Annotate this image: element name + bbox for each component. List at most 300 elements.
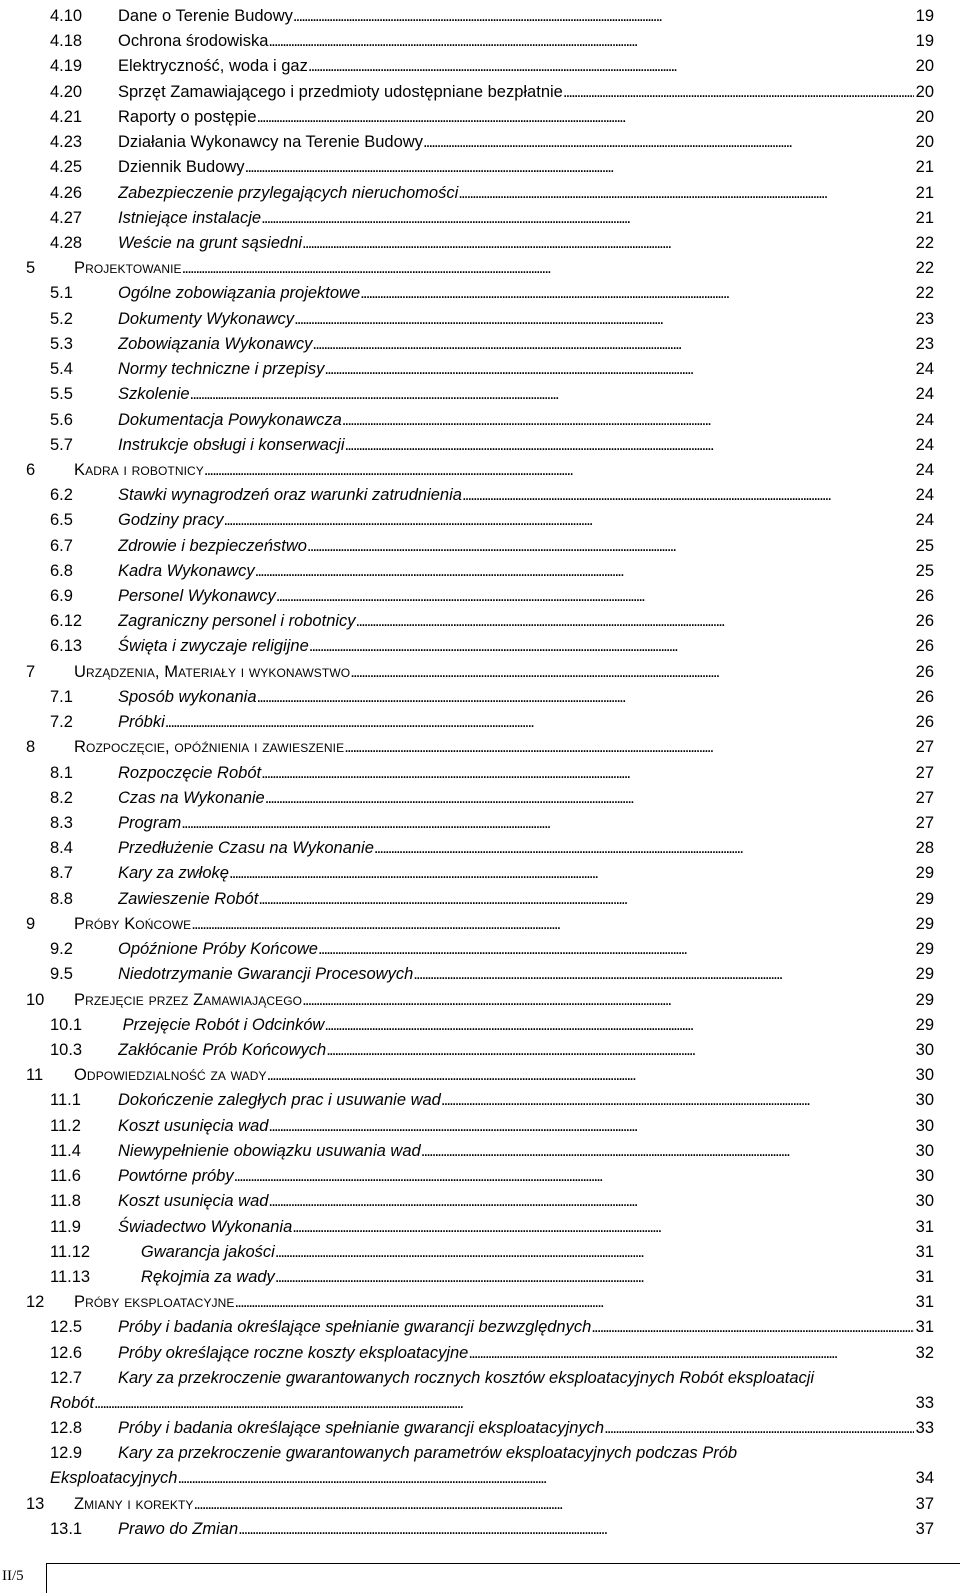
toc-entry-page: 21 (915, 208, 934, 227)
toc-section-entry[interactable] (0, 1139, 960, 1164)
toc-entry-page: 29 (915, 889, 934, 908)
dot-leader (194, 1492, 914, 1517)
toc-entry-page: 21 (915, 183, 934, 202)
toc-entry-title: Przejęcie Robót i Odcinków (118, 1015, 325, 1034)
toc-chapter-entry[interactable] (0, 458, 960, 483)
toc-entry-page: 19 (915, 7, 934, 25)
toc-entry-page: 20 (915, 107, 934, 126)
dot-leader (324, 357, 913, 382)
toc-section-entry[interactable] (0, 1215, 960, 1240)
toc-entry-number: 9 (26, 914, 36, 933)
toc-entry-number: 5.4 (50, 360, 73, 379)
toc-entry-title-line (118, 408, 934, 433)
toc-entry-title-line (74, 988, 934, 1013)
toc-entry-number: 5 (26, 259, 36, 278)
toc-entry-number: 8.4 (50, 839, 73, 858)
toc-entry-title: Ogólne zobowiązania projektowe (118, 284, 361, 303)
toc-entry-page: 30 (915, 1091, 934, 1110)
toc-entry-number: 5.3 (50, 334, 73, 353)
toc-chapter-entry[interactable] (0, 988, 960, 1013)
toc-entry-page: 20 (915, 57, 934, 76)
dot-leader (257, 105, 914, 130)
toc-entry-number: 13 (26, 1494, 45, 1513)
dot-leader (258, 887, 913, 912)
toc-section-entry[interactable] (0, 1013, 960, 1038)
toc-entry-number: 5.7 (50, 435, 73, 454)
toc-entry-title-line (118, 80, 934, 105)
toc-entry-page: 29 (915, 914, 934, 933)
toc-entry-title-line (118, 962, 934, 987)
toc-entry-number: 11.8 (50, 1192, 81, 1211)
toc-entry-title: Program (118, 814, 182, 832)
toc-entry-title-line (118, 1088, 934, 1113)
toc-entry-page: 25 (915, 536, 934, 555)
dot-leader (268, 1189, 913, 1214)
toc-entry-number: 7.1 (50, 687, 73, 706)
toc-entry-title: Urządzenia, Materiały i wykonawstwo (74, 662, 351, 681)
toc-section-entry[interactable] (0, 332, 960, 357)
toc-entry-title: Kary za zwłokę (118, 864, 229, 883)
toc-entry-title: Działania Wykonawcy na Terenie Budowy (118, 133, 423, 152)
toc-section-entry[interactable] (0, 1088, 960, 1113)
toc-entry-page: 26 (915, 687, 934, 706)
toc-entry-title: Weście na grunt sąsiedni (118, 233, 303, 252)
toc-section-entry[interactable] (0, 786, 960, 811)
toc-entry-title-line (74, 735, 934, 760)
toc-entry-page: 24 (915, 360, 934, 379)
toc-section-entry[interactable] (0, 433, 960, 458)
toc-entry-page: 20 (915, 82, 934, 101)
toc-section-entry[interactable] (0, 80, 960, 105)
toc-section-entry[interactable] (0, 4, 960, 29)
toc-entry-number: 6.9 (50, 587, 73, 606)
toc-entry-number: 12.5 (50, 1318, 83, 1337)
toc-chapter-entry[interactable] (0, 735, 960, 760)
toc-entry-page: 30 (915, 1116, 934, 1135)
dot-leader (302, 988, 914, 1013)
toc-entry-number: 10.3 (50, 1040, 83, 1059)
dot-leader (312, 332, 913, 357)
toc-section-entry[interactable] (0, 887, 960, 912)
toc-entry-number: 11.12 (50, 1242, 91, 1261)
toc-section-entry[interactable] (0, 1441, 960, 1491)
toc-entry-number: 11 (26, 1066, 44, 1085)
toc-entry-number: 6.5 (50, 511, 73, 530)
toc-entry-title: Zobowiązania Wykonawcy (118, 334, 313, 353)
toc-entry-page: 32 (915, 1343, 934, 1362)
dot-leader (190, 382, 914, 407)
toc-entry-page: 20 (915, 133, 934, 152)
toc-entry-title-line (118, 634, 934, 659)
toc-entry-title: Kadra Wykonawcy (118, 561, 255, 580)
dot-leader (191, 912, 913, 937)
toc-entry-page: 19 (915, 32, 934, 51)
dot-leader (165, 710, 914, 735)
toc-entry-page: 30 (915, 1167, 934, 1186)
toc-entry-number: 12.8 (50, 1419, 83, 1438)
toc-section-entry[interactable] (0, 836, 960, 861)
toc-section-entry[interactable] (0, 761, 960, 786)
toc-section-entry[interactable] (0, 811, 960, 836)
toc-entry-title-line (118, 1315, 934, 1340)
toc-entry-page: 24 (915, 385, 934, 404)
toc-entry-title-line (118, 861, 934, 886)
toc-entry-number: 8 (26, 738, 36, 757)
toc-entry-page: 27 (915, 763, 934, 782)
toc-entry-title: Rękojmia za wady (118, 1267, 275, 1286)
toc-entry-page: 24 (915, 511, 934, 530)
toc-entry-title: Dane o Terenie Budowy (118, 7, 293, 25)
toc-section-entry[interactable] (0, 685, 960, 710)
toc-entry-title-line (118, 609, 934, 634)
dot-leader (293, 4, 914, 29)
toc-entry-page: 23 (915, 334, 934, 353)
toc-entry-title: Eksploatacyjnych (50, 1469, 178, 1488)
toc-entry-title-line (50, 1466, 934, 1491)
toc-entry-number: 12.9 (50, 1444, 83, 1463)
toc-entry-title: Elektryczność, woda i gaz (118, 57, 308, 76)
toc-entry-title-line (118, 508, 934, 533)
dot-leader (294, 307, 914, 332)
toc-entry-number: 6.8 (50, 561, 73, 580)
toc-section-entry[interactable] (0, 1341, 960, 1366)
toc-chapter-entry[interactable] (0, 256, 960, 281)
toc-section-entry[interactable] (0, 206, 960, 231)
toc-entry-page: 28 (915, 839, 934, 858)
toc-entry-page: 22 (915, 233, 934, 252)
toc-section-entry[interactable] (0, 155, 960, 180)
footer-rule (46, 1563, 960, 1564)
toc-entry-title: Stawki wynagrodzeń oraz warunki zatrudnienia (118, 486, 462, 505)
toc-entry-page: 31 (915, 1267, 934, 1286)
toc-entry-title-line (118, 1013, 934, 1038)
toc-entry-title: Próby eksploatacyjne (74, 1293, 235, 1312)
toc-entry-number: 11.9 (50, 1217, 81, 1236)
toc-entry-number: 4.19 (50, 57, 83, 76)
toc-entry-title: Sposób wykonania (118, 687, 257, 706)
toc-section-entry[interactable] (0, 534, 960, 559)
dot-leader (413, 962, 913, 987)
toc-section-entry[interactable] (0, 231, 960, 256)
toc-entry-title-line (118, 559, 934, 584)
toc-entry-page: 29 (915, 940, 934, 959)
toc-entry-title: Prawo do Zmian (118, 1520, 239, 1539)
toc-entry-page: 30 (915, 1040, 934, 1059)
toc-entry-number: 6.2 (50, 486, 73, 505)
toc-entry-title: Próbki (118, 713, 165, 732)
toc-section-entry[interactable] (0, 181, 960, 206)
toc-entry-title-line (118, 105, 934, 130)
toc-entry-page: 23 (915, 309, 934, 328)
toc-entry-number: 5.5 (50, 385, 73, 404)
toc-entry-page: 33 (915, 1393, 934, 1412)
toc-entry-title: Niedotrzymanie Gwarancji Procesowych (118, 965, 414, 984)
toc-entry-title-line (118, 1240, 934, 1265)
dot-leader (245, 155, 914, 180)
table-of-contents (0, 4, 960, 1542)
toc-section-entry[interactable] (0, 1038, 960, 1063)
toc-entry-number: 12 (26, 1293, 45, 1312)
toc-entry-title: Dokończenie zaległych prac i usuwanie wad (118, 1091, 441, 1110)
toc-entry-number: 4.21 (50, 107, 83, 126)
dot-leader (345, 433, 914, 458)
toc-section-entry[interactable] (0, 710, 960, 735)
toc-section-entry[interactable] (0, 609, 960, 634)
toc-entry-page: 34 (915, 1469, 934, 1488)
toc-entry-number: 5.2 (50, 309, 73, 328)
toc-entry-title-line (118, 206, 934, 231)
toc-entry-page: 37 (915, 1520, 934, 1539)
toc-chapter-entry[interactable] (0, 1063, 960, 1088)
toc-entry-number: 6.7 (50, 536, 73, 555)
toc-entry-page: 26 (915, 612, 934, 631)
toc-section-entry[interactable] (0, 29, 960, 54)
toc-entry-title: Sprzęt Zamawiającego i przedmioty udostępniane bezpłatnie (118, 82, 563, 101)
dot-leader (234, 1164, 914, 1189)
toc-chapter-entry[interactable] (0, 660, 960, 685)
toc-entry-title: Gwarancja jakości (118, 1242, 275, 1261)
toc-entry-title-line (118, 1139, 934, 1164)
dot-leader (360, 281, 913, 306)
toc-entry-title: Szkolenie (118, 385, 190, 404)
toc-entry-title-line (74, 1492, 934, 1517)
dot-leader (275, 1240, 914, 1265)
toc-entry-title-line1: Kary za przekroczenie gwarantowanych parametrów eksploatacyjnych podczas Prób (118, 1444, 738, 1463)
toc-entry-title-line (118, 1189, 934, 1214)
toc-entry-page: 31 (915, 1318, 934, 1337)
toc-entry-title: Rozpoczęcie Robót (118, 763, 262, 782)
toc-section-entry[interactable] (0, 1240, 960, 1265)
toc-section-entry[interactable] (0, 382, 960, 407)
dot-leader (268, 1114, 913, 1139)
toc-entry-page: 24 (915, 435, 934, 454)
dot-leader (344, 735, 913, 760)
toc-entry-title: Przejęcie przez Zamawiającego (74, 990, 303, 1009)
toc-section-entry[interactable] (0, 357, 960, 382)
toc-entry-number: 5.1 (50, 284, 73, 303)
toc-entry-title: Koszt usunięcia wad (118, 1192, 269, 1211)
toc-entry-number: 4.28 (50, 233, 83, 252)
toc-entry-title: Powtórne próby (118, 1167, 234, 1186)
toc-section-entry[interactable] (0, 1366, 960, 1416)
toc-chapter-entry[interactable] (0, 1290, 960, 1315)
toc-entry-number: 8.1 (50, 763, 73, 782)
toc-entry-title-line (118, 181, 934, 206)
toc-entry-title: Zmiany i korekty (74, 1494, 194, 1513)
toc-entry-page: 25 (915, 561, 934, 580)
toc-entry-page: 24 (915, 410, 934, 429)
toc-entry-title: Instrukcje obsługi i konserwacji (118, 435, 345, 454)
toc-section-entry[interactable] (0, 307, 960, 332)
dot-leader (458, 181, 913, 206)
dot-leader (421, 1139, 914, 1164)
toc-section-entry[interactable] (0, 634, 960, 659)
toc-entry-title-line (118, 1215, 934, 1240)
toc-chapter-entry[interactable] (0, 912, 960, 937)
toc-entry-title: Zdrowie i bezpieczeństwo (118, 536, 307, 555)
toc-entry-title-line (118, 786, 934, 811)
dot-leader (94, 1391, 914, 1416)
toc-entry-title-line (118, 332, 934, 357)
toc-chapter-entry[interactable] (0, 1492, 960, 1517)
toc-entry-page: 30 (915, 1141, 934, 1160)
dot-leader (356, 609, 914, 634)
toc-entry-title: Kadra i robotnicy (74, 460, 204, 479)
toc-entry-page: 29 (915, 864, 934, 883)
toc-entry-number: 8.7 (50, 864, 73, 883)
dot-leader (318, 937, 914, 962)
dot-leader (468, 1341, 913, 1366)
toc-entry-title: Opóźnione Próby Końcowe (118, 940, 318, 959)
toc-entry-title-line (118, 29, 934, 54)
toc-entry-title: Projektowanie (74, 259, 182, 278)
toc-entry-title: Niewypełnienie obowiązku usuwania wad (118, 1141, 421, 1160)
toc-entry-title-line (74, 458, 934, 483)
toc-entry-number: 8.2 (50, 788, 73, 807)
toc-entry-title: Próby Końcowe (74, 914, 192, 933)
toc-section-entry[interactable] (0, 861, 960, 886)
dot-leader (238, 1517, 914, 1542)
toc-entry-title: Rozpoczęcie, opóźnienia i zawieszenie (74, 738, 345, 757)
toc-entry-title-line (118, 710, 934, 735)
toc-entry-number: 11.4 (50, 1141, 81, 1160)
toc-entry-number: 13.1 (50, 1520, 83, 1539)
toc-entry-title-line (118, 357, 934, 382)
dot-leader (177, 1466, 913, 1491)
toc-entry-page: 29 (915, 990, 934, 1009)
toc-entry-number: 8.3 (50, 814, 73, 832)
dot-leader (350, 660, 913, 685)
toc-entry-title-line (118, 1164, 934, 1189)
toc-section-entry[interactable] (0, 105, 960, 130)
toc-entry-title-line (118, 1341, 934, 1366)
toc-section-entry[interactable] (0, 281, 960, 306)
toc-section-entry[interactable] (0, 1315, 960, 1340)
toc-entry-number: 11.1 (50, 1091, 81, 1110)
toc-section-entry[interactable] (0, 408, 960, 433)
toc-entry-title: Przedłużenie Czasu na Wykonanie (118, 839, 374, 858)
toc-section-entry[interactable] (0, 1416, 960, 1441)
toc-section-entry[interactable] (0, 1164, 960, 1189)
toc-entry-title-line (74, 256, 934, 281)
toc-entry-title: Zagraniczny personel i robotnicy (118, 612, 356, 631)
toc-section-entry[interactable] (0, 1189, 960, 1214)
toc-entry-title: Istniejące instalacje (118, 208, 262, 227)
toc-section-entry[interactable] (0, 1114, 960, 1139)
dot-leader (591, 1315, 913, 1340)
toc-section-entry[interactable] (0, 1517, 960, 1542)
toc-section-entry[interactable] (0, 584, 960, 609)
toc-section-entry[interactable] (0, 483, 960, 508)
dot-leader (462, 483, 914, 508)
toc-entry-title-line (74, 912, 934, 937)
dot-leader (563, 80, 914, 105)
toc-entry-title-line (118, 130, 934, 155)
dot-leader (204, 458, 914, 483)
toc-entry-title: Świadectwo Wykonania (118, 1217, 293, 1236)
toc-entry-number: 10.1 (50, 1015, 83, 1034)
toc-entry-title: Zabezpieczenie przylegających nieruchomości (118, 183, 459, 202)
toc-entry-title-line (118, 281, 934, 306)
toc-entry-number: 4.27 (50, 208, 83, 227)
toc-entry-title-line (50, 1391, 934, 1416)
toc-entry-title: Próby określające roczne koszty eksploatacyjne (118, 1343, 469, 1362)
toc-entry-number: 6.12 (50, 612, 83, 631)
dot-leader (307, 534, 914, 559)
toc-entry-page: 26 (915, 713, 934, 732)
dot-leader (257, 685, 914, 710)
toc-entry-number: 9.2 (50, 940, 73, 959)
toc-entry-page: 21 (915, 158, 934, 177)
toc-section-entry[interactable] (0, 508, 960, 533)
toc-entry-title-line (118, 887, 934, 912)
toc-entry-title-line (118, 1517, 934, 1542)
toc-entry-page: 27 (915, 738, 934, 757)
page-number: II/5 (2, 1568, 24, 1584)
toc-entry-title: Dokumenty Wykonawcy (118, 309, 295, 328)
toc-entry-title-line (118, 4, 934, 29)
toc-entry-number: 7 (26, 662, 36, 681)
toc-entry-page: 30 (915, 1192, 934, 1211)
toc-section-entry[interactable] (0, 1265, 960, 1290)
dot-leader (275, 1265, 914, 1290)
toc-entry-title-line (118, 1114, 934, 1139)
dot-leader (324, 1013, 913, 1038)
toc-entry-number: 11.6 (50, 1167, 81, 1186)
toc-entry-title-line (118, 54, 934, 79)
toc-entry-number: 4.18 (50, 32, 83, 51)
toc-section-entry[interactable] (0, 54, 960, 79)
toc-section-entry[interactable] (0, 962, 960, 987)
toc-entry-title: Ochrona środowiska (118, 32, 269, 51)
dot-leader (302, 231, 914, 256)
toc-entry-title-line (118, 231, 934, 256)
toc-entry-number: 8.8 (50, 889, 73, 908)
toc-entry-number: 6 (26, 460, 36, 479)
dot-leader (267, 1063, 914, 1088)
toc-entry-page: 22 (915, 259, 934, 278)
dot-leader (342, 408, 914, 433)
toc-entry-title: Czas na Wykonanie (118, 788, 265, 807)
toc-entry-page: 33 (915, 1419, 934, 1438)
toc-entry-page: 29 (915, 1015, 934, 1034)
toc-entry-title: Próby i badania określające spełnianie gwarancji eksploatacyjnych (118, 1419, 605, 1438)
toc-section-entry[interactable] (0, 559, 960, 584)
toc-entry-title-line (118, 584, 934, 609)
toc-entry-title: Robót (50, 1393, 95, 1412)
dot-leader (268, 29, 913, 54)
toc-section-entry[interactable] (0, 130, 960, 155)
toc-entry-title: Dziennik Budowy (118, 158, 245, 177)
toc-entry-title: Koszt usunięcia wad (118, 1116, 269, 1135)
toc-entry-title-line (118, 382, 934, 407)
toc-entry-title: Dokumentacja Powykonawcza (118, 410, 342, 429)
toc-entry-page: 26 (915, 662, 934, 681)
toc-section-entry[interactable] (0, 937, 960, 962)
toc-entry-number: 11.13 (50, 1267, 91, 1286)
dot-leader (326, 1038, 913, 1063)
toc-entry-title-line (118, 483, 934, 508)
toc-entry-title-line (118, 811, 934, 836)
toc-entry-title: Zakłócanie Prób Końcowych (118, 1040, 327, 1059)
toc-entry-title: Święta i zwyczaje religijne (118, 637, 309, 656)
dot-leader (265, 786, 914, 811)
toc-entry-page: 31 (915, 1242, 934, 1261)
toc-entry-number: 4.23 (50, 133, 83, 152)
toc-entry-number: 12.6 (50, 1343, 83, 1362)
dot-leader (261, 206, 914, 231)
toc-entry-number: 11.2 (50, 1116, 81, 1135)
